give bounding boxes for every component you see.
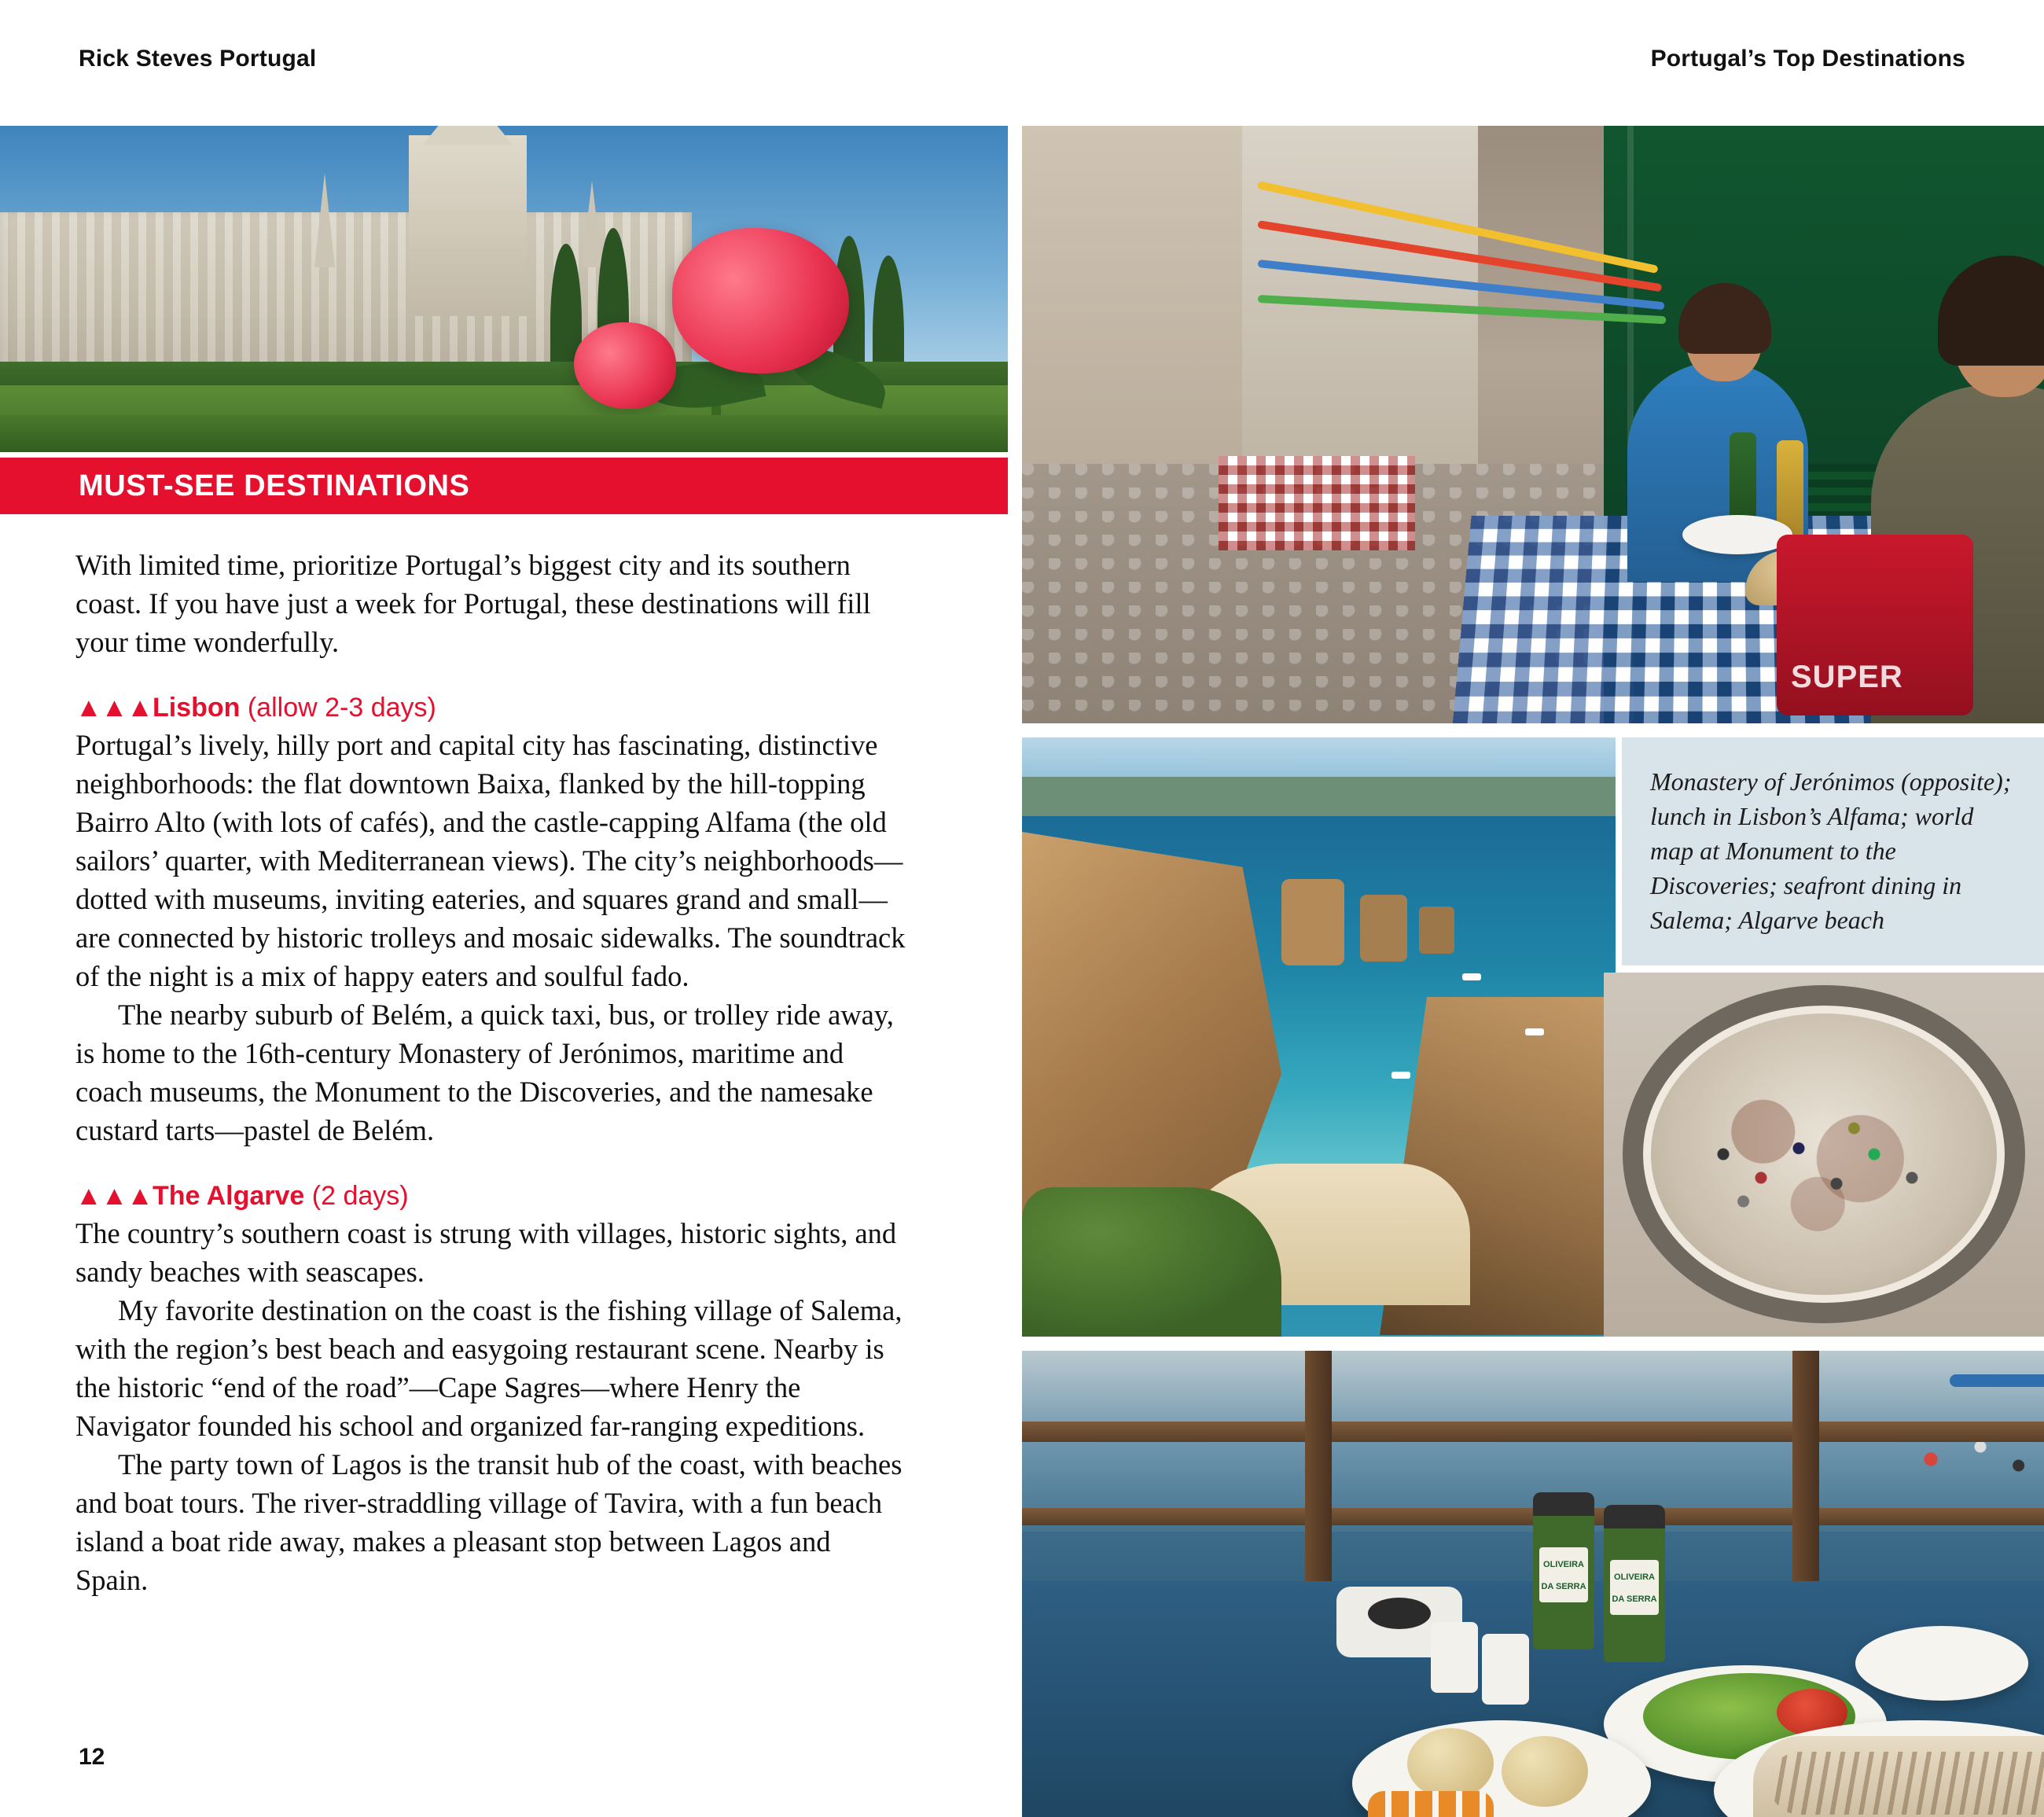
dinner-plate xyxy=(1682,515,1792,554)
wooden-railing xyxy=(1022,1422,2044,1442)
banner-title: MUST-SEE DESTINATIONS xyxy=(79,469,470,502)
algarve-paragraph-3: The party town of Lagos is the transit hub of the coast, with beaches and boat tours. The river-straddling village of Tavira, with a fun beach island a boat ride away, makes a pleasant stop between Lagos and Spain. xyxy=(75,1448,903,1596)
algarve-paragraph-2: My favorite destination on the coast is the fishing village of Salema, with the region’s best beach and easygoing restaurant scene. Nearby is the historic “end of the road”—Cape Sagres—where Henry the Navigator founded his school and organized far-ranging expeditions. xyxy=(75,1294,903,1442)
lisbon-paragraph-1: Portugal’s lively, hilly port and capital city has fascinating, distinctive neighborhoods: the flat downtown Baixa, flanked by the hill-topping Bairro Alto (with lots of cafés), and the castle-capping Alfama (the old sailors’ quarter, with Mediterranean views). The city’s neighborhoods—dotted with museums, inviting eateries, and squares grand and small—are connected by historic trolleys and mosaic sidewalks. The soundtrack of the night is a mix of happy eaters and soulful fado. xyxy=(75,729,906,992)
page-number: 12 xyxy=(79,1744,105,1770)
bottle-label-line2: DA SERRA xyxy=(1612,1594,1657,1604)
grilled-fish xyxy=(1753,1736,2044,1817)
boat xyxy=(1462,973,1481,980)
alfama-lunch-photo xyxy=(1022,126,2044,723)
vinegar-bottle xyxy=(1604,1505,1665,1662)
flower-bed xyxy=(0,415,1008,452)
bottle-label xyxy=(1610,1560,1659,1615)
bottle-label-line1: OLIVEIRA xyxy=(1543,1560,1584,1569)
destination-days: (allow 2-3 days) xyxy=(247,693,436,723)
destination-days: (2 days) xyxy=(311,1181,409,1211)
bottle-label xyxy=(1539,1547,1588,1602)
destination-name: Lisbon xyxy=(152,693,241,723)
running-head-left: Rick Steves Portugal xyxy=(79,46,317,72)
rating-triangles: ▲▲▲ xyxy=(75,1181,153,1211)
tourist-crowd xyxy=(1698,1107,1950,1225)
must-see-destinations-banner xyxy=(0,458,1008,514)
background-table xyxy=(1219,456,1415,550)
wooden-post xyxy=(1305,1351,1332,1587)
sea-stack xyxy=(1360,895,1407,962)
section-heading-algarve xyxy=(75,1178,909,1214)
rose-flower xyxy=(672,228,849,373)
photo-caption-text: Monastery of Jerónimos (opposite); lunch in Lisbon’s Alfama; world map at Monument to the Discoveries; seafront dining in Salema; Algarve beach xyxy=(1650,767,2012,934)
algarve-paragraph-1: The country’s southern coast is strung with villages, historic sights, and sandy beaches with seascapes. xyxy=(75,1217,897,1288)
running-head-right: Portugal’s Top Destinations xyxy=(1650,46,1965,72)
salt-shaker xyxy=(1431,1622,1478,1693)
pepper-shaker xyxy=(1482,1634,1529,1705)
salema-seafront-dining-photo xyxy=(1022,1351,2044,1817)
rose-flower xyxy=(574,322,676,409)
bottle-label-line1: OLIVEIRA xyxy=(1614,1572,1655,1582)
sea-stack xyxy=(1281,879,1344,966)
monastery-jeronimos-photo xyxy=(0,126,1008,452)
boat xyxy=(1391,1072,1410,1079)
red-chair xyxy=(1777,535,1973,715)
monastery-tower xyxy=(409,135,527,316)
rating-triangles: ▲▲▲ xyxy=(75,693,153,723)
lisbon-paragraph-2: The nearby suburb of Belém, a quick taxi, bus, or trolley ride away, is home to the 16th-century Monastery of Jerónimos, maritime and coach museums, the Monument to the Discoveries, and the namesake custard tarts—pastel de Belém. xyxy=(75,999,894,1146)
bread-plate xyxy=(1855,1626,2028,1701)
discoveries-world-map-photo xyxy=(1604,973,2044,1337)
article-body xyxy=(75,546,909,1599)
mosaic-compass-rose xyxy=(1623,985,2025,1323)
section-heading-lisbon xyxy=(75,690,909,726)
destination-name: The Algarve xyxy=(152,1181,305,1211)
photo-caption-box xyxy=(1622,737,2044,966)
boiled-potato xyxy=(1407,1728,1494,1799)
olive-oil-bottle xyxy=(1533,1492,1594,1650)
boiled-potato xyxy=(1502,1736,1588,1807)
beach-umbrella xyxy=(1950,1374,2044,1387)
bottle-label-line2: DA SERRA xyxy=(1541,1582,1586,1591)
coastal-vegetation xyxy=(1022,1187,1281,1337)
sea-stack xyxy=(1419,907,1454,954)
wooden-post xyxy=(1792,1351,1819,1587)
algarve-cove-photo xyxy=(1022,737,1616,1337)
boat xyxy=(1525,1028,1544,1035)
carrot-garnish xyxy=(1368,1791,1494,1817)
intro-paragraph: With limited time, prioritize Portugal’s biggest city and its southern coast. If you have just a week for Portugal, these destinations will fill your time wonderfully. xyxy=(75,549,871,658)
